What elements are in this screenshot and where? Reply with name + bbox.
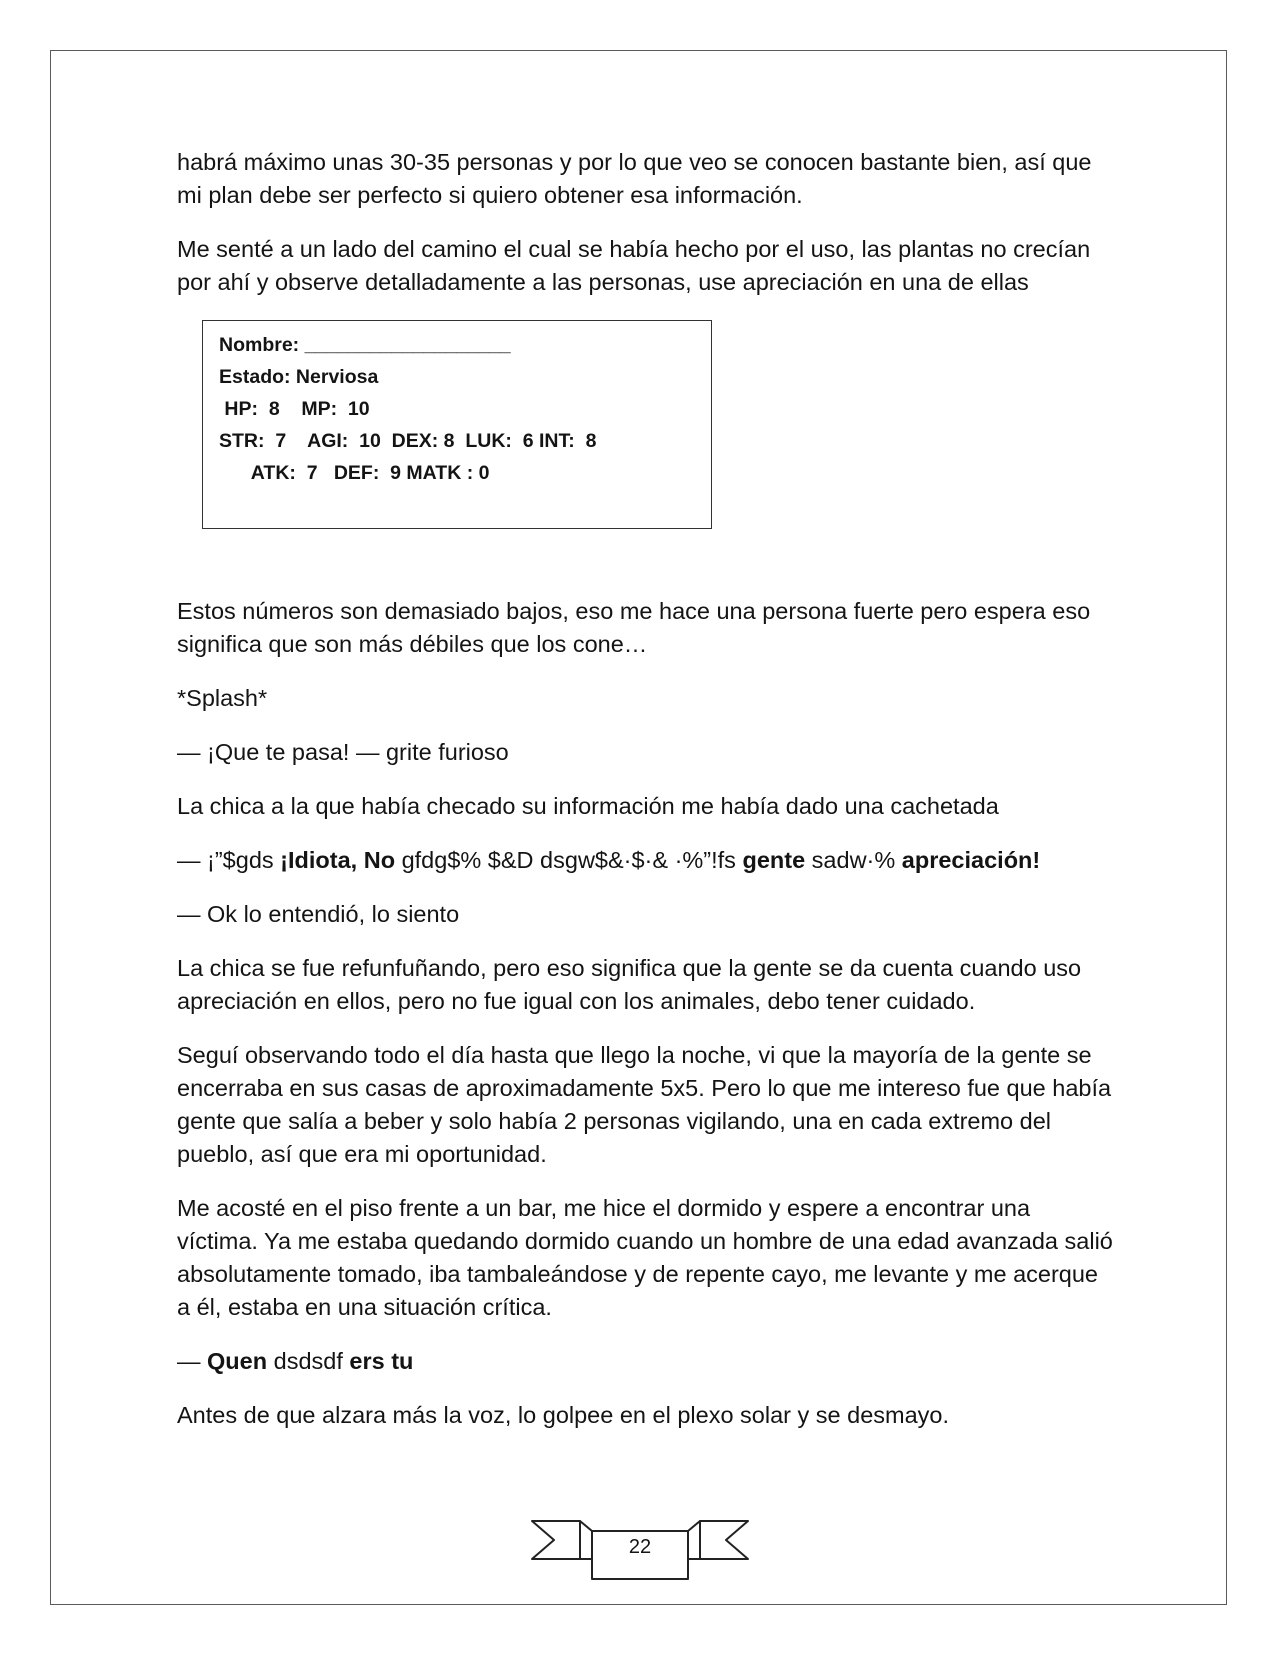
paragraph: Antes de que alzara más la voz, lo golpee en el plexo solar y se desmayo. xyxy=(177,1402,950,1428)
status-attributes-line: STR: 7 AGI: 10 DEX: 8 LUK: 6 INT: 8 xyxy=(219,430,597,452)
paragraph: Me senté a un lado del camino el cual se había hecho por el uso, las plantas no crecían por ahí y observe detalladamente a las personas, use apreciación en una de ellas xyxy=(177,236,1091,295)
status-state-line: Estado: Nerviosa xyxy=(219,366,379,388)
paragraph: La chica se fue refunfuñando, pero eso significa que la gente se da cuenta cuando uso apreciación en ellos, pero no fue igual con los animales, debo tener cuidado. xyxy=(177,955,1082,1014)
dialogue-line xyxy=(177,1345,1117,1378)
text-run: dsdsdf xyxy=(267,1348,350,1374)
paragraph: *Splash* xyxy=(177,685,268,711)
dialogue-line: — Ok lo entendió, lo siento xyxy=(177,901,460,927)
text-run: gfdg$% $&D dsgw$&·$·& ·%”!fs xyxy=(395,847,743,873)
text-run-bold: Quen xyxy=(207,1348,268,1374)
status-name-line: Nombre: ___________________ xyxy=(219,334,511,356)
paragraph: La chica a la que había checado su información me había dado una cachetada xyxy=(177,793,999,819)
page-number: 22 xyxy=(628,1536,652,1558)
paragraph: Seguí observando todo el día hasta que llego la noche, vi que la mayoría de la gente se encerraba en sus casas de aproximadamente 5x5. Pero lo que me intereso fue que había gente que salía a beber y solo había 2 personas vigilando, una en cada extremo del pueblo, así que era mi oportunidad. xyxy=(177,1042,1112,1167)
paragraph: Estos números son demasiado bajos, eso me hace una persona fuerte pero espera eso significa que son más débiles que los cone… xyxy=(177,598,1091,657)
status-box xyxy=(202,320,712,529)
text-run-bold: apreciación! xyxy=(901,847,1041,873)
text-run-bold: ers tu xyxy=(349,1348,414,1374)
text-run: sadw·% xyxy=(805,847,902,873)
status-hp-mp-line: HP: 8 MP: 10 xyxy=(219,398,370,420)
text-run-bold: gente xyxy=(742,847,806,873)
text-run-bold: ¡Idiota, No xyxy=(280,847,396,873)
page-number-banner xyxy=(530,1515,750,1583)
dialogue-line xyxy=(177,844,1117,877)
text-run: — ¡”$gds xyxy=(177,847,281,873)
status-combat-line: ATK: 7 DEF: 9 MATK : 0 xyxy=(219,462,490,484)
page-content xyxy=(177,146,1117,1453)
dialogue-line: — ¡Que te pasa! — grite furioso xyxy=(177,739,509,765)
paragraph: Me acosté en el piso frente a un bar, me hice el dormido y espere a encontrar una víctima. Ya me estaba quedando dormido cuando un hombre de una edad avanzada salió absolutamente tomado, iba tambaleándose y de repente cayo, me levante y me acerque a él, estaba en una situación crítica. xyxy=(177,1195,1113,1320)
text-run: — xyxy=(177,1348,208,1374)
paragraph: habrá máximo unas 30-35 personas y por lo que veo se conocen bastante bien, así que mi plan debe ser perfecto si quiero obtener esa información. xyxy=(177,149,1092,208)
